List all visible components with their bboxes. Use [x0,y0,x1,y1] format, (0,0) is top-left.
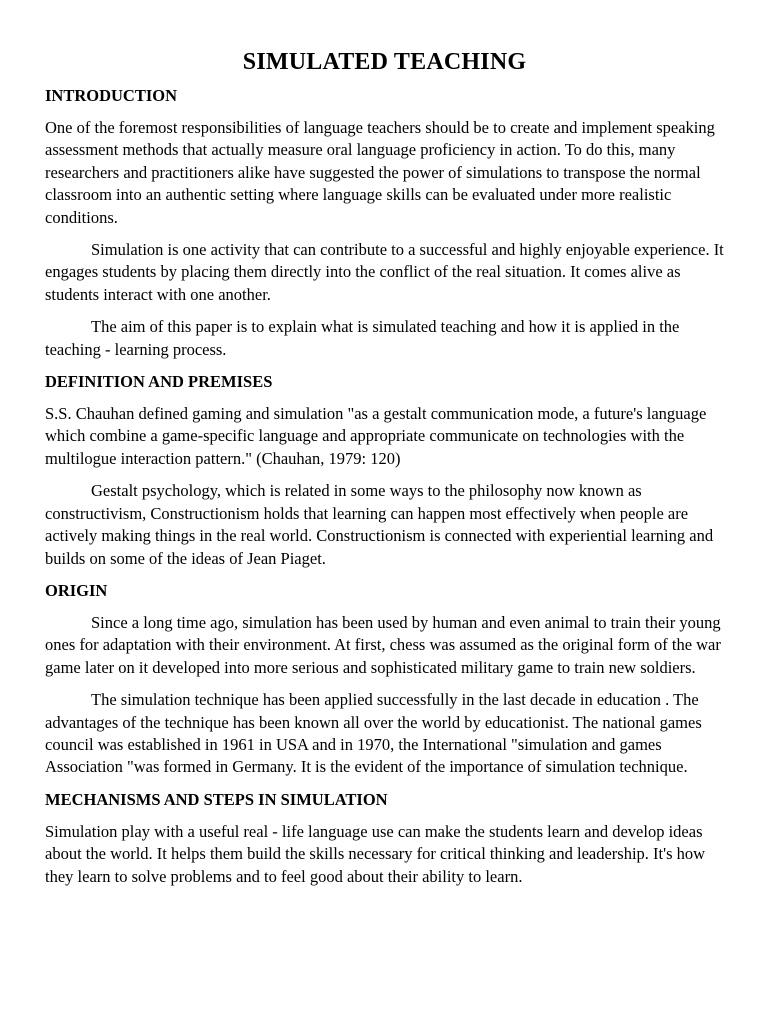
paragraph: Since a long time ago, simulation has been used by human and even animal to train their young ones for adaptation with their environment. At first, chess was assumed as the original form of the war game later on it developed into more serious and sophisticated military game to train new soldiers. [45,612,721,677]
paragraph: Gestalt psychology, which is related in some ways to the philosophy now known as constructivism, Constructionism holds that learning can happen most effectively when people are actively making things in the real world. Constructionism is connected with experiential learning and builds on some of the ideas of Jean Piaget. [45,481,714,568]
paragraph: One of the foremost responsibilities of language teachers should be to create and implement speaking assessment methods that actually measure oral language proficiency in action. To do this, many researchers and practitioners alike have suggested the power of simulations to transpose the normal classroom into an authentic setting where language skills can be evaluated under more realistic conditions. [45,118,715,227]
section-heading-origin: ORIGIN [45,580,108,600]
paragraph: Simulation is one activity that can contribute to a successful and highly enjoyable experience. It engages students by placing them directly into the conflict of the real situation. It comes alive as students interact with one another. [45,240,724,304]
paragraph: Simulation play with a useful real - life language use can make the students learn and develop ideas about the world. It helps them build the skills necessary for critical thinking and leadership. It's how they learn to solve problems and to feel good about their ability to learn. [45,821,706,886]
paragraph: The aim of this paper is to explain what is simulated teaching and how it is applied in the teaching - learning process. [45,317,680,359]
section-heading-definition: DEFINITION AND PREMISES [45,372,273,392]
section-heading-introduction: INTRODUCTION [45,86,178,105]
paragraph: S.S. Chauhan defined gaming and simulation "as a gestalt communication mode, a future's language which combine a game-specific language and appropriate communicate on technologies with the multilogue interaction pattern." (Chauhan, 1979: 120) [45,404,707,468]
paragraph: The simulation technique has been applied successfully in the last decade in education . The advantages of the technique has been known all over the world by educationist. The national games council was established in 1961 in USA and in 1970, the International "simulation and games Association "was formed in Germany. It is the evident of the importance of simulation technique. [45,690,702,777]
section-heading-mechanisms: MECHANISMS AND STEPS IN SIMULATION [45,789,388,809]
document-title: SIMULATED TEACHING [242,49,527,75]
